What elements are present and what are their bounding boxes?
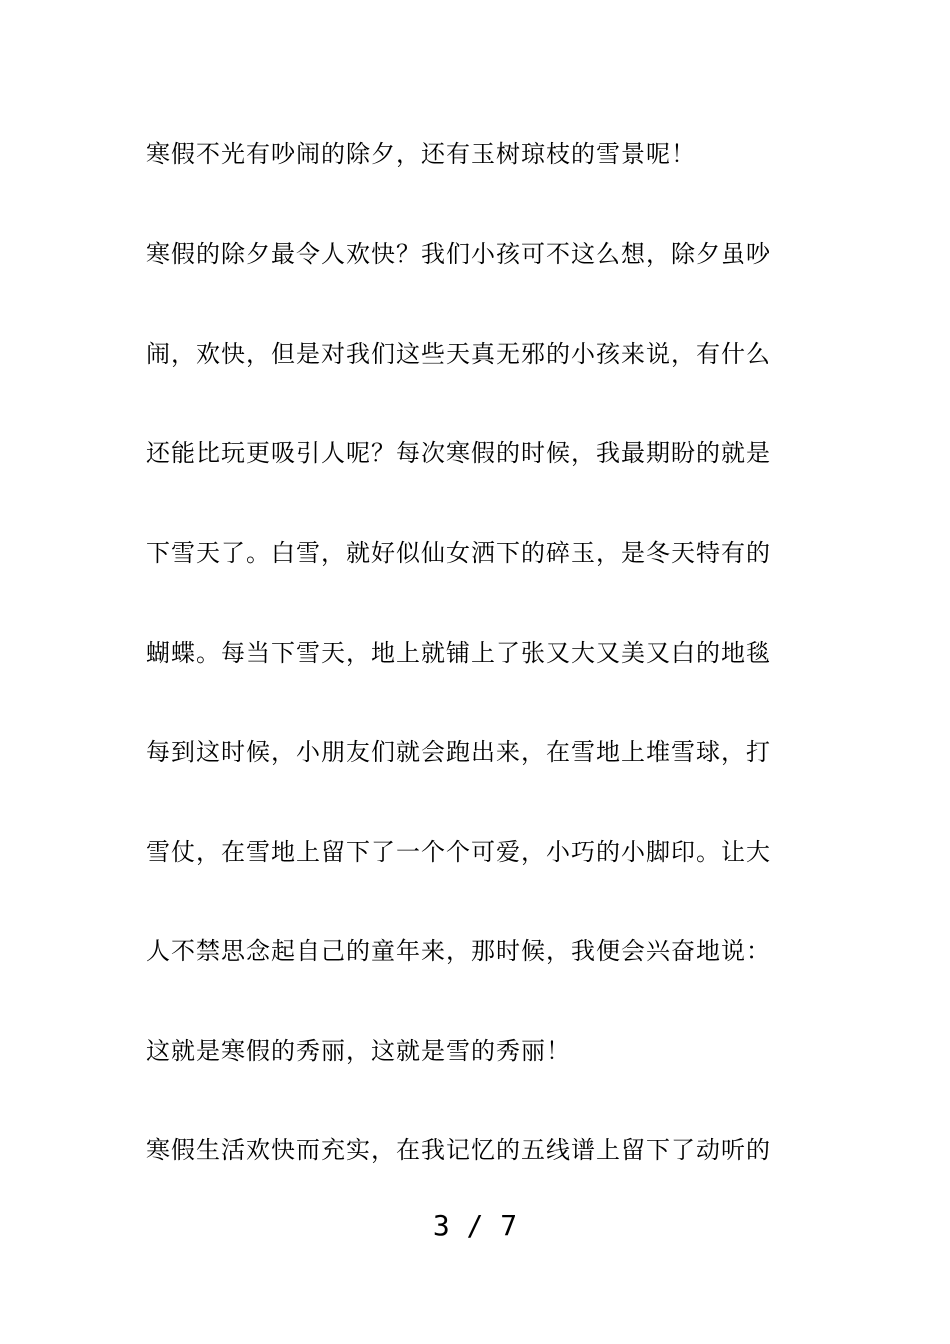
text-line: 雪仗，在雪地上留下了一个个可爱，小巧的小脚印。让大 [146, 838, 771, 866]
text-line: 人不禁思念起自己的童年来，那时候，我便会兴奋地说： [146, 937, 771, 965]
text-line: 寒假不光有吵闹的除夕，还有玉树琼枝的雪景呢！ [146, 140, 696, 168]
text-line: 闹，欢快，但是对我们这些天真无邪的小孩来说，有什么 [146, 340, 771, 368]
text-line: 蝴蝶。每当下雪天，地上就铺上了张又大又美又白的地毯 [146, 639, 771, 667]
text-line: 下雪天了。白雪，就好似仙女洒下的碎玉，是冬天特有的 [146, 539, 771, 567]
page-number: 3 / 7 [432, 1209, 518, 1242]
text-line: 寒假生活欢快而充实，在我记忆的五线谱上留下了动听的 [146, 1136, 771, 1164]
text-line: 寒假的除夕最令人欢快？我们小孩可不这么想，除夕虽吵 [146, 240, 771, 268]
text-line: 还能比玩更吸引人呢？每次寒假的时候，我最期盼的就是 [146, 439, 771, 467]
text-line: 这就是寒假的秀丽，这就是雪的秀丽！ [146, 1037, 571, 1065]
text-line: 每到这时候，小朋友们就会跑出来，在雪地上堆雪球，打 [146, 738, 771, 766]
